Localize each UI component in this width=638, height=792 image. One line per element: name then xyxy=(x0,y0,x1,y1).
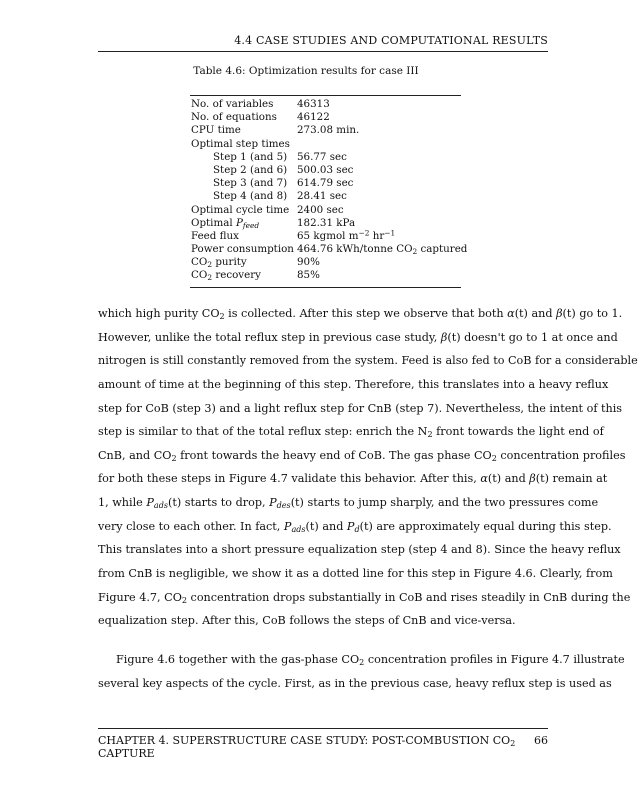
text-segment: 2 xyxy=(219,312,225,322)
row-label xyxy=(191,124,241,137)
text-segment: 46313 xyxy=(297,98,330,110)
text-segment: Optimal step times xyxy=(191,137,290,150)
row-label xyxy=(191,230,239,243)
text-segment: 2 xyxy=(359,657,365,667)
text-segment: 2 xyxy=(491,453,497,463)
row-label xyxy=(191,243,294,256)
paragraph xyxy=(98,651,625,698)
text-line xyxy=(98,675,612,699)
text-line xyxy=(98,541,621,565)
footer-chapter-title xyxy=(98,734,515,760)
text-segment: nitrogen is still constantly removed from the system. Feed is also fed to CoB for a considerable xyxy=(98,354,638,368)
text-line xyxy=(98,651,625,675)
text-segment: 2400 sec xyxy=(297,203,344,216)
text-line xyxy=(98,400,623,424)
table-bottom-rule xyxy=(190,287,461,288)
text-segment: feed xyxy=(242,220,260,230)
text-segment: 273.08 min. xyxy=(297,124,360,137)
row-label xyxy=(191,98,273,111)
row-value xyxy=(297,256,320,269)
text-segment: (t) remain at xyxy=(535,472,608,486)
text-segment: Step 3 (and 7) xyxy=(213,177,288,190)
row-label xyxy=(191,217,259,230)
text-segment: concentration profiles in Figure 4.7 illustrate xyxy=(364,652,625,666)
text-segment: 2 xyxy=(207,260,213,270)
text-segment: concentration drops substantially in CoB and rises steadily in CnB during the xyxy=(187,590,631,604)
text-segment: d xyxy=(354,524,360,534)
text-segment: 464.76 kWh/tonne CO xyxy=(297,243,413,256)
text-line xyxy=(98,329,618,353)
text-segment: 28.41 sec xyxy=(297,190,347,203)
text-segment: for both these steps in Figure 4.7 validate this behavior. After this, xyxy=(98,472,481,486)
row-label xyxy=(191,204,289,217)
text-segment: P xyxy=(269,496,277,510)
page-number: 66 xyxy=(534,734,548,747)
text-segment: purity xyxy=(212,256,247,269)
text-segment: 500.03 sec xyxy=(297,163,354,176)
row-label xyxy=(191,138,290,151)
row-value xyxy=(297,190,347,203)
text-segment: step for CoB (step 3) and a light reflux step for CnB (step 7). Nevertheless, the intent of this xyxy=(98,401,623,415)
text-segment: α xyxy=(507,307,515,320)
row-label xyxy=(191,111,277,124)
text-segment: P xyxy=(146,496,154,510)
text-segment: ads xyxy=(291,524,306,534)
text-segment: Step 1 (and 5) xyxy=(213,150,288,163)
text-segment: β xyxy=(529,472,536,486)
row-value xyxy=(297,217,355,230)
text-segment: CHAPTER 4. SUPERSTRUCTURE CASE STUDY: POST-COMBUSTION CO xyxy=(98,734,511,747)
text-segment: 2 xyxy=(181,595,187,605)
text-line xyxy=(98,494,599,518)
text-line xyxy=(98,565,613,589)
text-segment: concentration profiles xyxy=(496,448,626,462)
row-value xyxy=(297,164,353,177)
footer-rule xyxy=(98,728,548,729)
text-line xyxy=(98,305,623,329)
text-line xyxy=(98,376,609,400)
row-value xyxy=(297,243,467,256)
text-segment: front towards the heavy end of CoB. The gas phase CO xyxy=(176,448,492,462)
text-segment: des xyxy=(276,501,291,511)
text-line xyxy=(98,352,638,376)
text-segment: Feed flux xyxy=(191,229,239,242)
text-segment: several key aspects of the cycle. First, as in the previous case, heavy reflux step is used as xyxy=(98,676,612,690)
row-value xyxy=(297,98,330,111)
row-label xyxy=(213,164,287,177)
paragraph xyxy=(98,305,638,636)
row-value xyxy=(297,269,320,282)
text-segment: CnB, and CO xyxy=(98,448,172,462)
text-segment: 56.77 sec xyxy=(297,150,347,163)
text-segment: step is similar to that of the total reflux step: enrich the N xyxy=(98,425,428,439)
body-text xyxy=(98,305,638,698)
text-segment: CAPTURE xyxy=(98,747,155,760)
running-header: 4.4 CASE STUDIES AND COMPUTATIONAL RESULTS xyxy=(234,34,548,47)
text-segment: P xyxy=(235,216,243,229)
row-label xyxy=(191,269,261,282)
text-segment: Power consumption xyxy=(191,243,294,256)
text-segment: 2 xyxy=(427,430,433,440)
text-segment: α xyxy=(480,472,488,486)
text-segment: P xyxy=(283,519,292,533)
text-segment: amount of time at the beginning of this step. Therefore, this translates into a heavy reflux xyxy=(98,377,609,391)
text-line xyxy=(98,518,612,542)
text-segment: −1 xyxy=(384,228,396,238)
text-segment: (t) doesn't go to 1 at once and xyxy=(447,330,618,344)
row-value xyxy=(297,177,353,190)
text-segment: front towards the light end of xyxy=(432,425,604,439)
row-label xyxy=(191,256,247,269)
text-segment: Figure 4.6 together with the gas-phase CO xyxy=(116,652,360,666)
text-segment: 1, while xyxy=(98,496,147,510)
text-segment: 46122 xyxy=(297,111,330,124)
text-segment: 2 xyxy=(171,453,177,463)
row-value xyxy=(297,111,330,124)
text-line xyxy=(98,447,626,471)
text-segment: 182.31 kPa xyxy=(297,216,356,229)
text-line xyxy=(98,423,604,447)
text-line xyxy=(98,589,631,613)
text-segment: No. of variables xyxy=(191,98,274,110)
header-rule xyxy=(98,51,548,52)
text-segment: Figure 4.7, CO xyxy=(98,590,182,604)
text-segment: (t) and xyxy=(514,307,557,320)
text-segment: This translates into a short pressure equalization step (step 4 and 8). Since the heavy reflux xyxy=(98,543,621,557)
text-segment: (t) and xyxy=(487,472,530,486)
text-segment: P xyxy=(346,519,355,533)
text-segment: is collected. After this step we observe that both xyxy=(224,307,508,320)
page-footer xyxy=(98,734,548,760)
text-segment: from CnB is negligible, we show it as a dotted line for this step in Figure 4.6. Clearly, from xyxy=(98,567,613,581)
text-segment: −2 xyxy=(358,228,370,238)
text-segment: (t) starts to drop, xyxy=(167,496,270,510)
row-label xyxy=(213,190,287,203)
row-value xyxy=(297,151,347,164)
text-segment: 2 xyxy=(412,246,418,256)
text-segment: 2 xyxy=(207,273,213,283)
text-segment: which high purity CO xyxy=(98,307,220,320)
table-top-rule xyxy=(190,95,461,96)
text-segment: Optimal xyxy=(191,216,236,229)
table-caption: Table 4.6: Optimization results for case III xyxy=(193,65,419,77)
text-segment: However, unlike the total reflux step in previous case study, xyxy=(98,330,441,344)
text-segment: β xyxy=(556,307,563,320)
row-value xyxy=(297,124,359,137)
text-line xyxy=(98,612,548,636)
text-segment: hr xyxy=(369,229,385,242)
text-segment: equalization step. After this, CoB follows the steps of CnB and vice-versa. xyxy=(98,614,516,628)
row-label xyxy=(213,177,287,190)
text-segment: (t) go to 1. xyxy=(562,307,623,320)
text-segment: (t) are approximately equal during this step. xyxy=(359,519,612,533)
text-segment: ads xyxy=(153,501,168,511)
text-segment: (t) starts to jump sharply, and the two pressures come xyxy=(290,496,599,510)
text-segment: CPU time xyxy=(191,124,241,137)
text-line xyxy=(98,470,608,494)
text-segment: 614.79 sec xyxy=(297,177,354,190)
row-value xyxy=(297,230,395,243)
text-segment: CO xyxy=(191,269,208,282)
text-segment: No. of equations xyxy=(191,111,277,124)
text-segment: Step 2 (and 6) xyxy=(213,163,288,176)
text-segment: Optimal cycle time xyxy=(191,203,290,216)
text-segment: 2 xyxy=(510,738,516,748)
text-segment: 85% xyxy=(297,269,320,282)
text-segment: β xyxy=(440,330,448,344)
text-segment: 65 kgmol m xyxy=(297,229,359,242)
row-value xyxy=(297,204,344,217)
text-segment: 90% xyxy=(297,256,320,269)
text-segment: CO xyxy=(191,256,208,269)
text-segment: very close to each other. In fact, xyxy=(98,519,284,533)
text-segment: (t) and xyxy=(305,519,347,533)
text-segment: captured xyxy=(417,243,468,256)
text-segment: recovery xyxy=(212,269,261,282)
text-segment: Step 4 (and 8) xyxy=(213,190,288,203)
row-label xyxy=(213,151,287,164)
